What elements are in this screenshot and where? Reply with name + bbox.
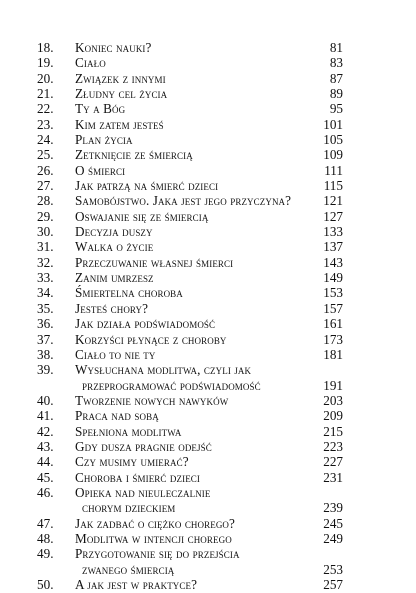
toc-entry-page: 101 [323, 116, 343, 132]
toc-entry-number: 50. [37, 577, 54, 592]
toc-entry-title: Oswajanie się ze śmiercią [75, 208, 209, 224]
toc-entry-title: Plan życia [75, 132, 133, 148]
toc-entry-number: 45. [37, 469, 54, 485]
toc-entry-title: Korzyści płynące z choroby [75, 331, 227, 347]
toc-entry [0, 562, 416, 578]
toc-entry-number: 28. [37, 193, 54, 209]
toc-entry-number: 36. [37, 316, 54, 332]
toc-entry [0, 424, 416, 440]
toc-entry [0, 147, 416, 163]
toc-entry-number: 32. [37, 254, 54, 270]
toc-entry-title: chorym dzieckiem [82, 500, 176, 516]
toc-entry-page: 181 [323, 346, 343, 362]
toc-entry [0, 224, 416, 240]
toc-entry-number: 41. [37, 408, 54, 424]
toc-entry-page: 121 [323, 193, 343, 209]
toc-entry-number: 39. [37, 362, 54, 378]
toc-entry-title: Złudny cel życia [75, 86, 168, 102]
toc-entry-title: Walka o życie [75, 239, 154, 255]
toc-entry [0, 408, 416, 424]
toc-entry-page: 87 [329, 70, 343, 86]
toc-entry-page: 137 [323, 239, 343, 255]
toc-entry-number: 33. [37, 270, 54, 286]
toc-entry-title: A jak jest w praktyce? [75, 577, 198, 592]
toc-entry-page: 203 [323, 392, 343, 408]
toc-entry-page: 245 [323, 515, 343, 531]
toc-entry [0, 132, 416, 148]
toc-entry-title: Modlitwa w intencji chorego [75, 530, 232, 546]
toc-entry [0, 454, 416, 470]
toc-entry-page: 149 [323, 270, 343, 286]
toc-entry-page: 223 [323, 438, 343, 454]
toc-entry-number: 29. [37, 208, 54, 224]
toc-entry-number: 19. [37, 55, 54, 71]
toc-entry [0, 347, 416, 363]
toc-entry-title: Jak zadbać o ciężko chorego? [75, 515, 235, 531]
toc-entry-page: 231 [323, 469, 343, 485]
toc-entry [0, 285, 416, 301]
toc-entry-number: 22. [37, 101, 54, 117]
toc-entry-title: Ty a Bóg [75, 101, 126, 117]
toc-entry [0, 332, 416, 348]
toc-entry [0, 485, 416, 501]
toc-entry-number: 42. [37, 423, 54, 439]
toc-entry-title: Zetknięcie ze śmiercią [75, 147, 193, 163]
toc-entry [0, 117, 416, 133]
toc-entry-page: 111 [324, 162, 343, 178]
toc-entry-page: 239 [323, 500, 343, 516]
toc-entry-number: 46. [37, 484, 54, 500]
toc-entry-number: 34. [37, 285, 54, 301]
toc-entry-title: Jesteś chory? [75, 300, 149, 316]
toc-entry-title: Koniec nauki? [75, 40, 152, 55]
toc-entry-title: Decyzja duszy [75, 224, 153, 240]
toc-entry-title: Spełniona modlitwa [75, 423, 182, 439]
toc-entry-title: Ciało [75, 55, 106, 71]
toc-entry [0, 86, 416, 102]
toc-entry-page: 81 [329, 40, 343, 55]
toc-entry-number: 43. [37, 438, 54, 454]
toc-entry-page: 89 [329, 86, 343, 102]
toc-entry-number: 31. [37, 239, 54, 255]
toc-entry [0, 209, 416, 225]
toc-entry [0, 470, 416, 486]
toc-entry [0, 516, 416, 532]
toc-entry-page: 157 [323, 300, 343, 316]
toc-entry-page: 161 [323, 316, 343, 332]
toc-entry [0, 500, 416, 516]
toc-entry-title: Zanim umrzesz [75, 270, 154, 286]
toc-entry [0, 316, 416, 332]
toc-entry [0, 40, 416, 56]
toc-entry [0, 178, 416, 194]
toc-entry-number: 47. [37, 515, 54, 531]
toc-entry-title: Ciało to nie ty [75, 346, 156, 362]
toc-entry-page: 105 [323, 132, 343, 148]
toc-entry-page: 191 [323, 377, 343, 393]
toc-entry-number: 49. [37, 546, 54, 562]
toc-entry-page: 115 [323, 178, 343, 194]
toc-entry-title: Gdy dusza pragnie odejść [75, 438, 212, 454]
toc-entry-title: Tworzenie nowych nawyków [75, 392, 229, 408]
toc-entry [0, 270, 416, 286]
toc-entry-title: Samobójstwo. Jaka jest jego przyczyna? [75, 193, 292, 209]
toc-entry-page: 127 [323, 208, 343, 224]
toc-entry [0, 301, 416, 317]
toc-entry-title: Przeczuwanie własnej śmierci [75, 254, 234, 270]
toc-entry-title: Przygotowanie się do przejścia [75, 546, 240, 562]
toc-entry-number: 20. [37, 70, 54, 86]
toc-entry-page: 209 [323, 408, 343, 424]
toc-entry-number: 23. [37, 116, 54, 132]
toc-entry [0, 393, 416, 409]
toc-entry [0, 577, 416, 593]
toc-entry-page: 133 [323, 224, 343, 240]
toc-entry-title: Opieka nad nieuleczalnie [75, 484, 211, 500]
toc-entry-number: 18. [37, 40, 54, 55]
toc-entry-page: 153 [323, 285, 343, 301]
toc-entry [0, 255, 416, 271]
toc-entry-number: 30. [37, 224, 54, 240]
toc-entry-number: 25. [37, 147, 54, 163]
toc-entry-number: 48. [37, 530, 54, 546]
toc-entry-number: 21. [37, 86, 54, 102]
toc-entry-page: 143 [323, 254, 343, 270]
toc-entry-number: 26. [37, 162, 54, 178]
toc-entry-title: Praca nad sobą [75, 408, 159, 424]
toc-entry-title: Kim zatem jesteś [75, 116, 164, 132]
toc-entry [0, 439, 416, 455]
toc-entry-title: Choroba i śmierć dzieci [75, 469, 200, 485]
toc-entry [0, 362, 416, 378]
toc-entry [0, 239, 416, 255]
toc-entry-page: 173 [323, 331, 343, 347]
toc-entry [0, 101, 416, 117]
toc-entry-number: 35. [37, 300, 54, 316]
toc-entry [0, 531, 416, 547]
toc-entry-title: Czy musimy umierać? [75, 454, 189, 470]
toc-entry-number: 44. [37, 454, 54, 470]
toc-entry-page: 83 [329, 55, 343, 71]
toc-entry-page: 95 [329, 101, 343, 117]
toc-entry-title: O śmierci [75, 162, 126, 178]
toc-entry-title: zwanego śmiercią [82, 561, 175, 577]
toc-entry-title: Śmiertelna choroba [75, 285, 183, 301]
toc-entry [0, 55, 416, 71]
toc-entry [0, 378, 416, 394]
toc-entry-title: Związek z innymi [75, 70, 166, 86]
toc-entry-page: 227 [323, 454, 343, 470]
toc-entry-title: Wysłuchana modlitwa, czyli jak [75, 362, 252, 378]
toc-entry-number: 24. [37, 132, 54, 148]
toc-entry-page: 257 [323, 577, 343, 592]
toc-entry-page: 109 [323, 147, 343, 163]
toc-entry-number: 40. [37, 392, 54, 408]
toc-entry-number: 38. [37, 346, 54, 362]
toc-entry-title: przeprogramować podświadomość [82, 377, 261, 393]
toc-entry-title: Jak patrzą na śmierć dzieci [75, 178, 219, 194]
toc-entry-page: 249 [323, 530, 343, 546]
toc-entry-page: 253 [323, 561, 343, 577]
toc-entry-number: 37. [37, 331, 54, 347]
toc-entry [0, 546, 416, 562]
toc-entry-title: Jak działa podświadomość [75, 316, 216, 332]
toc-entry [0, 163, 416, 179]
toc-entry-number: 27. [37, 178, 54, 194]
toc-entry-page: 215 [323, 423, 343, 439]
toc-entry [0, 71, 416, 87]
toc-entry [0, 193, 416, 209]
